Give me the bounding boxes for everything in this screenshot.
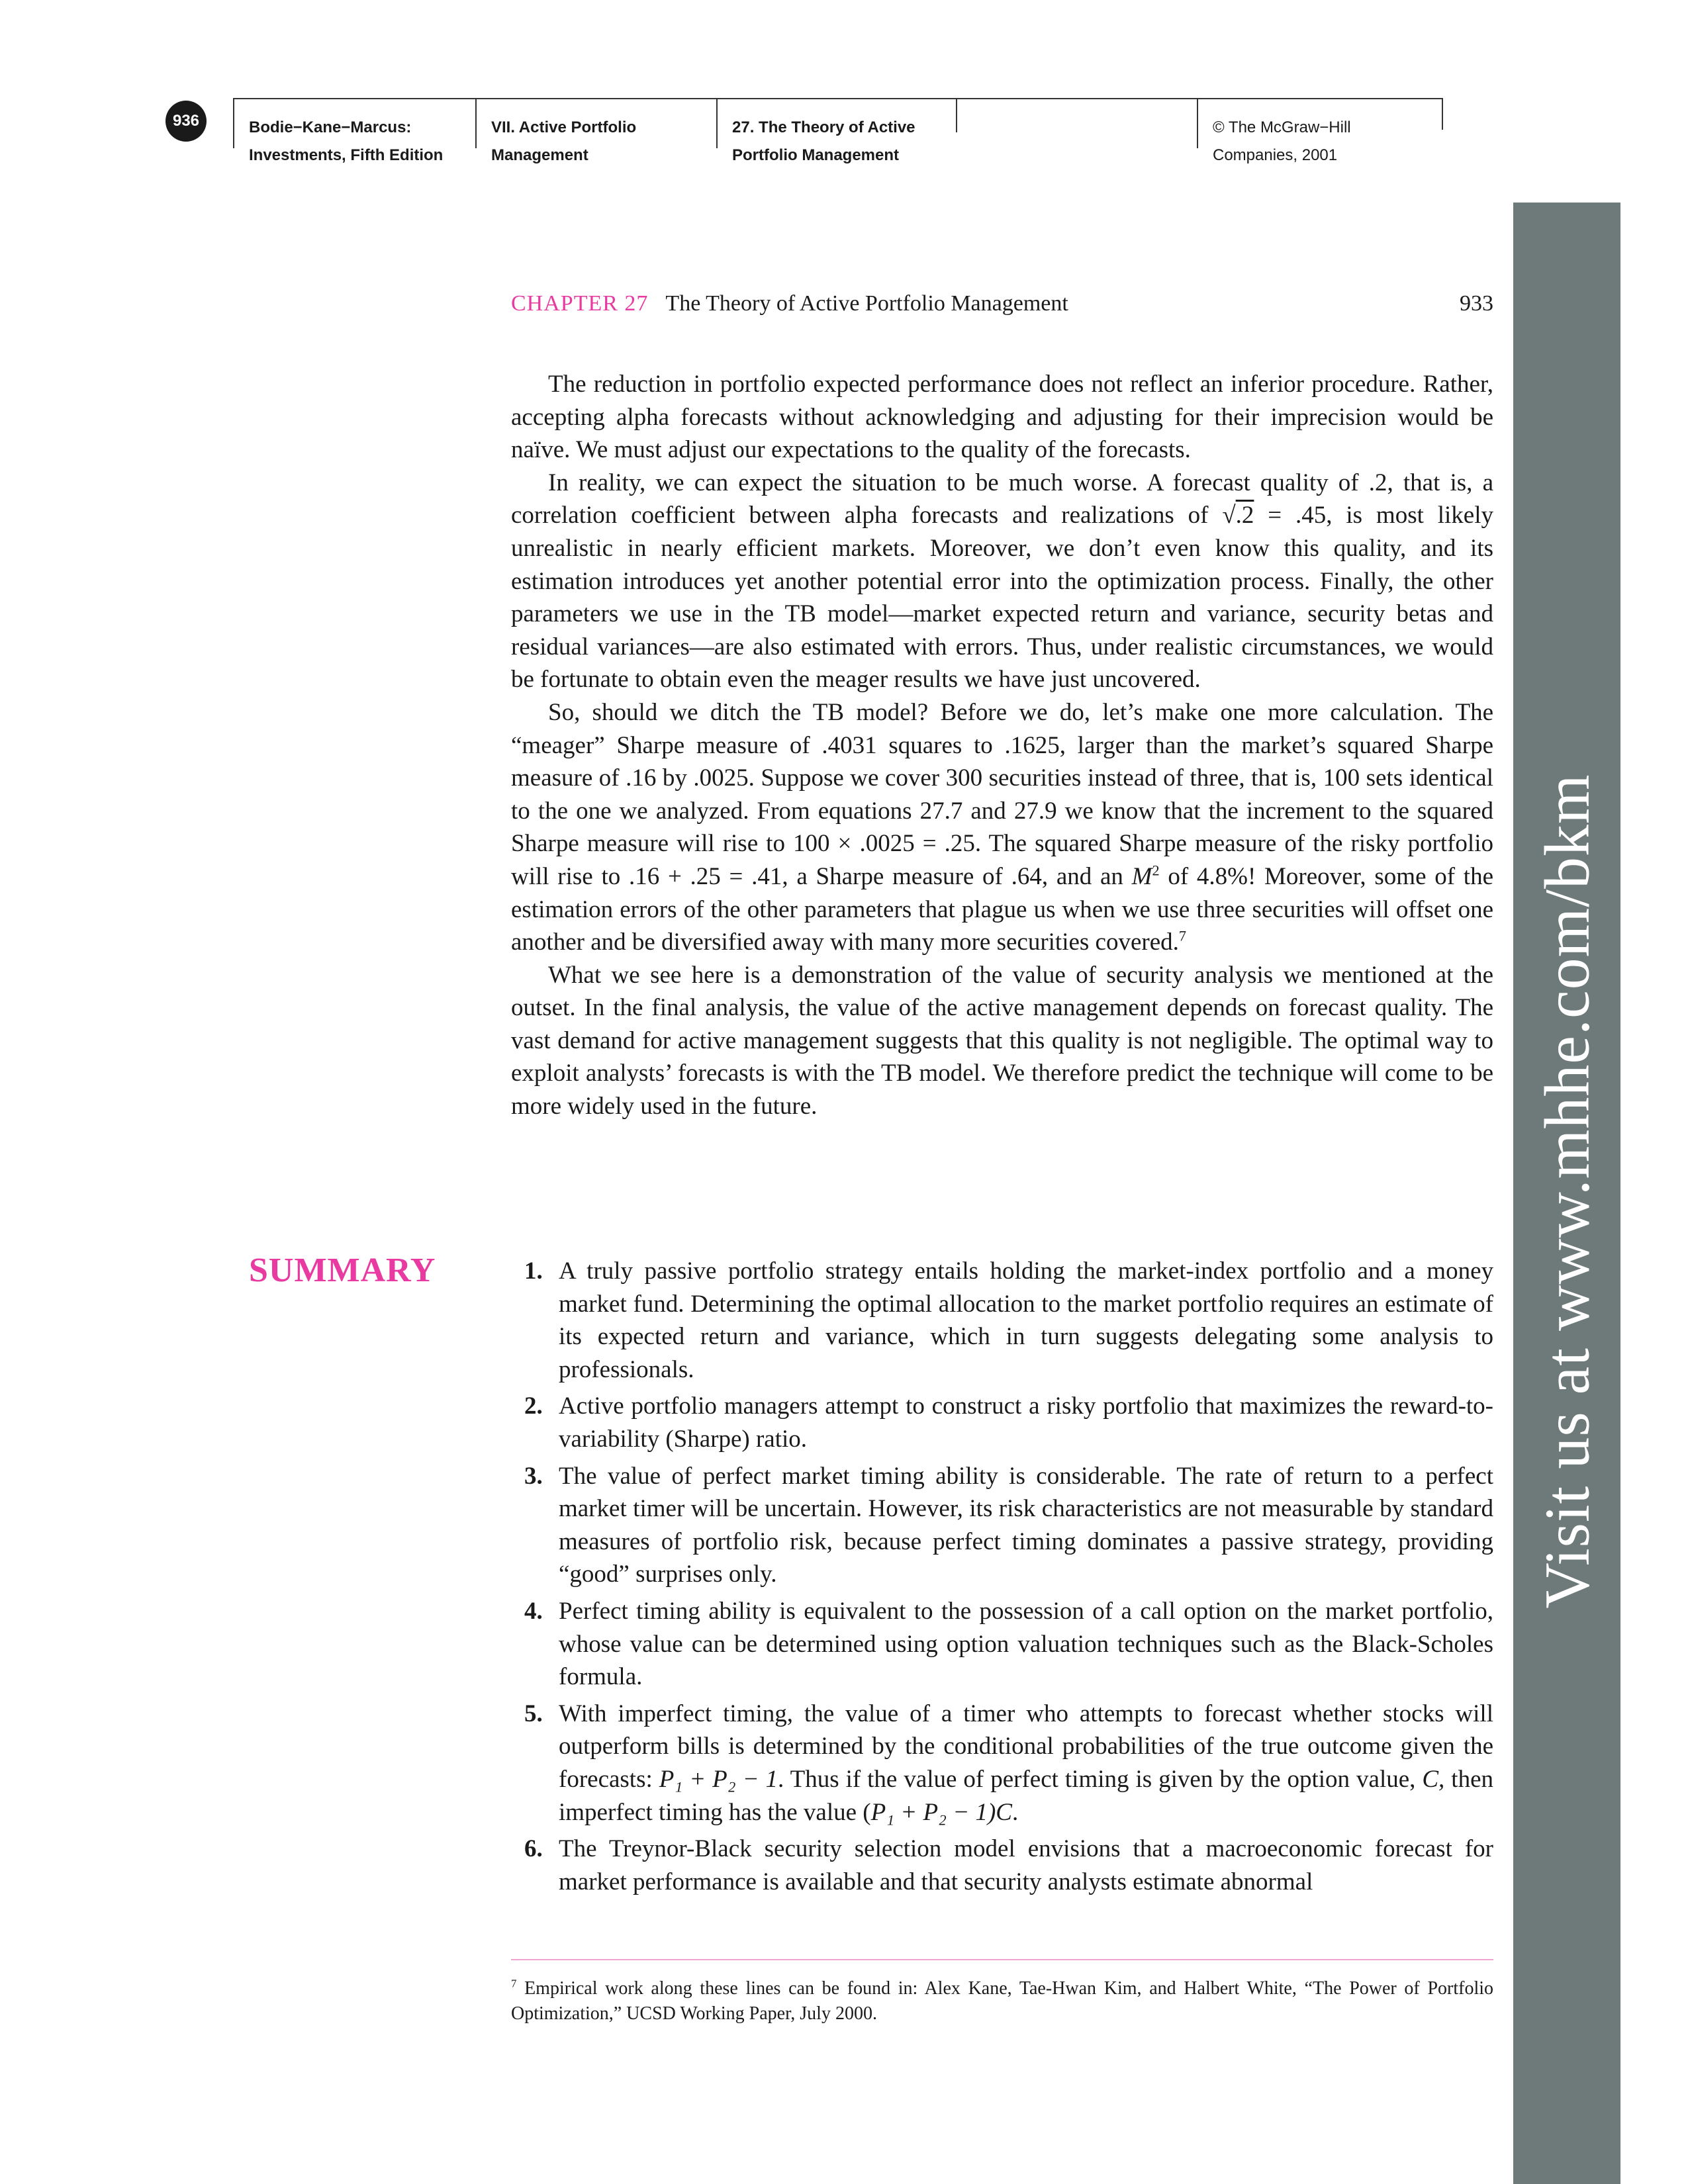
footnote-rule (511, 1959, 1493, 1960)
summary-item-text: A truly passive portfolio strategy entails holding the market-index portfolio and a money market fund. Determining the optimal allocation to the market portfolio requires an estimate of its expected return and variance, which in turn suggests delegating some analysis to professionals. (559, 1257, 1493, 1383)
paragraph-3-part-b: of 4.8%! Moreover, some of the estimation errors of the other parameters that plague us when we use three securities will offset one another and be diversified away with many more securities covered. (511, 862, 1493, 956)
paragraph-4: What we see here is a demonstration of the value of security analysis we mentioned at the outset. In the final analysis, the value of the active management depends on forecast quality. The vast demand for active management suggests that this quality is not negligible. The optimal way to exploit analysts’ forecasts is with the TB model. We therefore predict the technique will come to be more widely used in the future. (511, 961, 1493, 1120)
summary-item-text: Active portfolio managers attempt to construct a risky portfolio that maximizes the reward-to-variability (Sharpe) ratio. (559, 1392, 1493, 1453)
summary-item (511, 1390, 1493, 1455)
m-squared-exponent: 2 (1152, 862, 1160, 879)
footnote (511, 1976, 1493, 2026)
footnote-marker: 7 (511, 1977, 517, 1990)
page-number: 933 (1460, 291, 1493, 316)
option-value-symbol: C, (1422, 1765, 1445, 1793)
header-chapter-line1: 27. The Theory of Active (732, 118, 915, 136)
summary-item (511, 1595, 1493, 1694)
header-rule-end (1442, 98, 1443, 130)
header-publisher-line2: Companies, 2001 (1213, 146, 1338, 164)
summary-item (511, 1833, 1493, 1898)
header-book-line2: Investments, Fifth Edition (249, 146, 444, 164)
header-part-line2: Management (491, 146, 588, 164)
summary-item-text: The value of perfect market timing ability is considerable. The rate of return to a perfect market timer will be uncertain. However, its risk characteristics are not measurable by standard measures of portfolio risk, because perfect timing dominates a passive strategy, providing “good” surprises only. (559, 1462, 1493, 1588)
summary-item-text-c: . Thus if the value of perfect timing is given by the option value, (778, 1765, 1423, 1793)
summary-item-number: 6. (524, 1835, 543, 1863)
paragraph-1: The reduction in portfolio expected performance does not reflect an inferior procedure. Rather, accepting alpha forecasts without acknowledging and adjusting for their imprecision would be naïve. We must adjust our expectations to the quality of the forecasts. (511, 371, 1493, 464)
footnote-text: Empirical work along these lines can be found in: Alex Kane, Tae-Hwan Kim, and Halbert White, “The Power of Portfolio Optimization,” UCSD Working Paper, July 2000. (511, 1978, 1493, 2024)
probability-sum-formula: P₁ + P₂ − 1 (659, 1765, 778, 1793)
summary-list (511, 1255, 1493, 1902)
m-squared-symbol: M (1131, 862, 1152, 890)
header-part-line1: VII. Active Portfolio (491, 118, 637, 136)
summary-item (511, 1698, 1493, 1829)
footnote-reference: 7 (1178, 927, 1186, 944)
chapter-label: CHAPTER 27 (511, 291, 649, 316)
body-text (511, 368, 1493, 1123)
sqrt-radicand: .2 (1235, 502, 1254, 529)
summary-item-text: The Treynor-Black security selection model envisions that a macroeconomic forecast for market performance is available and that security analysts estimate abnormal (559, 1835, 1493, 1895)
summary-item-number: 1. (524, 1257, 543, 1285)
summary-item-text-g: . (1011, 1798, 1019, 1826)
chapter-title: The Theory of Active Portfolio Management (665, 291, 1068, 316)
summary-item (511, 1460, 1493, 1591)
summary-item-number: 4. (524, 1597, 543, 1625)
paragraph-2-part-a: In reality, we can expect the situation to be much worse. A forecast quality of .2, that is, a correlation coefficient between alpha forecasts and realizations of √ (511, 469, 1493, 529)
header-book-line1: Bodie−Kane−Marcus: (249, 118, 412, 136)
summary-item-text: Perfect timing ability is equivalent to the possession of a call option on the market portfolio, whose value can be determined using option valuation techniques such as the Black-Scholes formula. (559, 1597, 1493, 1691)
header-book (233, 98, 444, 164)
summary-item-number: 5. (524, 1700, 543, 1727)
page-number-badge: 936 (165, 101, 207, 142)
summary-item-text-e: then imperfect timing has the value ( (559, 1765, 1493, 1826)
header-chapter (716, 98, 915, 164)
header-publisher (1197, 98, 1351, 164)
paragraph-2-part-b: = .45, is most likely unrealistic in nearly efficient markets. Moreover, we don’t even know this quality, and its estimation introduces yet another potential error into the optimization process. Finally, the other parameters we use in the TB model—market expected return and variance, security betas and residual variances—are also estimated with errors. Thus, under realistic circumstances, we would be fortunate to obtain even the meager results we have just uncovered. (511, 502, 1494, 694)
header-publisher-line1: © The McGraw−Hill (1213, 118, 1351, 136)
sidebar-url: Visit us at www.mhhe.com/bkm (1531, 774, 1603, 1609)
summary-heading: SUMMARY (249, 1251, 436, 1289)
summary-item (511, 1255, 1493, 1386)
header-chapter-line2: Portfolio Management (732, 146, 900, 164)
paragraph-3-part-a: So, should we ditch the TB model? Before we do, let’s make one more calculation. The “meager” Sharpe measure of .4031 squares to .1625, larger than the market’s squared Sharpe measure of .16 by .0025. Suppose we cover 300 securities instead of three, that is, 100 sets identical to the one we analyzed. From equations 27.7 and 27.9 we know that the increment to the squared Sharpe measure will rise to 100 × .0025 = .25. The squared Sharpe measure of the risky portfolio will rise to .16 + .25 = .41, a Sharpe measure of .64, and an (511, 698, 1493, 890)
imperfect-timing-formula: P₁ + P₂ − 1)C (870, 1798, 1012, 1826)
paragraph-2 (511, 467, 1493, 696)
header-empty-cell (956, 98, 957, 132)
paragraph-3 (511, 696, 1493, 959)
summary-item-number: 2. (524, 1392, 543, 1420)
summary-item-text-a: With imperfect timing, the value of a timer who attempts to forecast whether stocks will outperform bills is determined by the conditional probabilities of the true outcome given the forecasts: (559, 1700, 1493, 1793)
summary-item-number: 3. (524, 1462, 543, 1490)
running-head (511, 291, 1493, 324)
header-part (475, 98, 637, 164)
